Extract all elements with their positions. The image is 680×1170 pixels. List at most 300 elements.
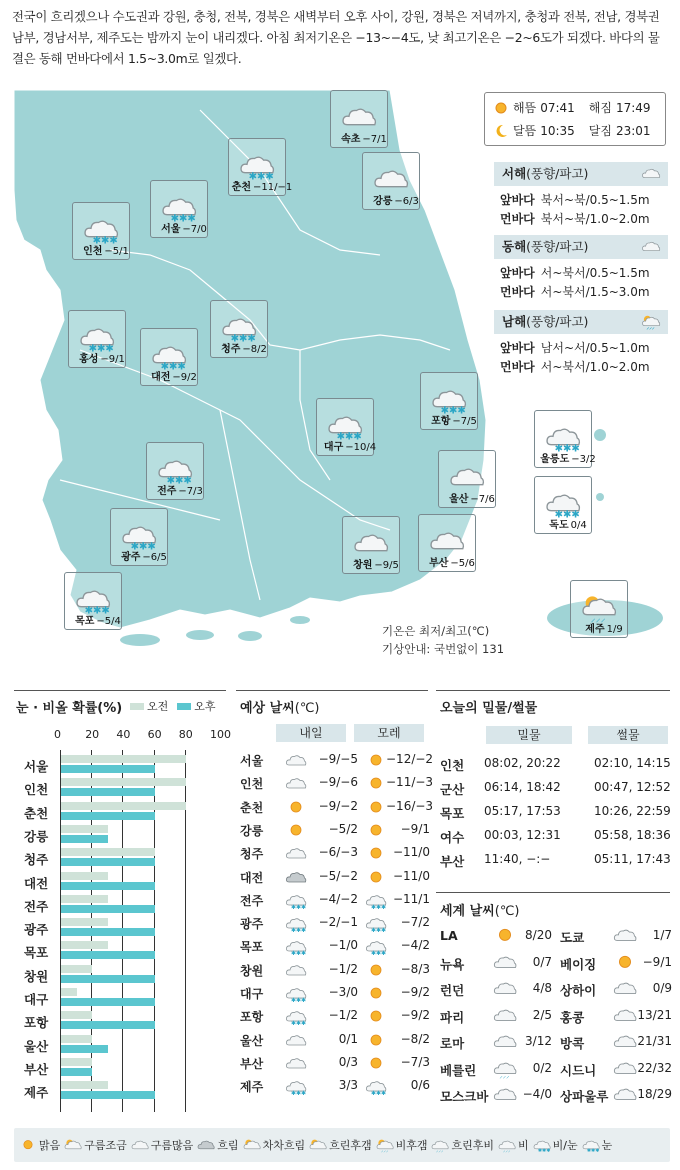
sunrise-label: 해뜸: [513, 101, 537, 115]
svg-text:✱✱✱: ✱✱✱: [130, 541, 156, 551]
sun-icon: [612, 953, 638, 973]
world-city: 모스크바: [440, 1089, 489, 1104]
prob-city-name: 인천: [24, 782, 49, 798]
city-name: 강릉: [373, 196, 393, 207]
city-box: [228, 138, 293, 196]
forecast-city: 대구: [240, 987, 264, 1001]
forecast-title-text: 예상 날씨: [240, 701, 295, 716]
svg-text:✱✱✱: ✱✱✱: [291, 950, 307, 957]
world-city-row: [440, 1008, 552, 1030]
forecast-icon-dayafter: [364, 822, 388, 843]
prob-city-name: 서울: [24, 759, 49, 774]
legend-item: [196, 1137, 238, 1153]
svg-text:✱✱✱: ✱✱✱: [88, 343, 114, 353]
svg-text:⸝⸝⸝: ⸝⸝⸝: [646, 325, 655, 330]
snow-icon: [74, 585, 112, 615]
forecast-city: 광주: [240, 917, 264, 932]
sun-icon: [364, 822, 388, 840]
sea-row: [494, 191, 668, 210]
world-icon: [612, 1059, 638, 1082]
city-name: 부산: [429, 558, 449, 569]
prob-bar-am: [61, 941, 108, 949]
snow-icon: [150, 341, 188, 371]
city-box: [68, 310, 126, 368]
city-temp: −3/2: [571, 454, 596, 465]
cloud-icon: [352, 529, 390, 559]
prob-city-name: 전주: [24, 898, 49, 914]
sun-icon: [493, 100, 509, 116]
moonset-label: 달짐: [588, 124, 612, 138]
sun-cloud-icon: [308, 1138, 328, 1153]
tide-ebb: 02:10, 14:15: [594, 756, 671, 770]
legend-item: [18, 1137, 60, 1153]
city-box: [72, 202, 130, 260]
forecast-icon-dayafter: [364, 869, 388, 890]
cloud-icon: [284, 775, 308, 793]
world-city: 뉴욕: [440, 956, 465, 972]
svg-text:✱✱✱: ✱✱✱: [230, 333, 256, 343]
legend-label: 흐림: [217, 1139, 239, 1152]
divider: [436, 690, 670, 691]
prob-bar-pm: [61, 788, 155, 796]
forecast-city: 춘천: [240, 800, 264, 815]
forecast-city: 인천: [240, 777, 264, 792]
forecast-temp-dayafter: −16/−3: [386, 798, 434, 813]
forecast-row: [240, 845, 430, 865]
sea-row-value: 남서~서/0.5~1.0m: [540, 341, 650, 355]
sun-icon: [364, 752, 388, 770]
city-label: [101, 548, 187, 563]
forecast-icon-tomorrow: [284, 752, 308, 773]
prob-city-name: 창원: [24, 968, 49, 984]
svg-text:⸝⸝⸝: ⸝⸝⸝: [499, 1071, 510, 1079]
world-city-row: [560, 928, 672, 950]
world-city-row: [560, 1061, 672, 1083]
forecast-icon-tomorrow: [284, 845, 308, 866]
svg-text:✱✱✱: ✱✱✱: [170, 213, 196, 223]
prob-bar-pm: [61, 835, 108, 843]
world-temp: 21/31: [637, 1034, 672, 1048]
world-icon: [492, 1085, 518, 1108]
forecast-row: [240, 869, 430, 889]
tide-flood: 00:03, 12:31: [484, 828, 561, 842]
legend-item: [430, 1137, 494, 1153]
sea-row: [494, 264, 668, 283]
svg-text:⸝⸝⸝: ⸝⸝⸝: [436, 1147, 444, 1153]
city-name: 인천: [83, 246, 103, 257]
world-city-row: [560, 1034, 672, 1056]
snow-icon: [284, 915, 308, 933]
forecast-temp-tomorrow: −1/2: [328, 961, 358, 976]
city-label: [137, 482, 223, 497]
prob-bar-am: [61, 1035, 92, 1043]
forecast-icon-dayafter: [364, 845, 388, 866]
sun-icon: [364, 775, 388, 793]
world-temp: 0/7: [532, 954, 552, 969]
city-label: [561, 620, 647, 635]
forecast-temp-dayafter: −7/2: [400, 915, 430, 930]
forecast-icon-tomorrow: [284, 1032, 308, 1053]
prob-tick-label: 20: [85, 728, 100, 741]
tide-title: 오늘의 밀물/썰물: [440, 701, 538, 716]
moonrise-label: 달뜸: [513, 124, 537, 138]
footnote-temp-unit: 기온은 최저/최고(℃): [382, 624, 490, 638]
city-box: [330, 90, 388, 148]
svg-text:✱✱✱: ✱✱✱: [166, 475, 192, 485]
forecast-icon-tomorrow: [284, 822, 308, 843]
forecast-icon-dayafter: [364, 1032, 388, 1053]
forecast-icon-dayafter: [364, 799, 388, 820]
snow-icon: [364, 892, 388, 910]
prob-bar-am: [61, 755, 186, 763]
tide-ebb: 05:58, 18:36: [594, 828, 671, 842]
tide-ebb: 05:11, 17:43: [594, 852, 671, 866]
forecast-temp-dayafter: −8/2: [400, 1031, 430, 1046]
city-label: [141, 220, 227, 235]
prob-bar-am: [61, 1081, 108, 1089]
snow-icon: [160, 193, 198, 223]
forecast-icon-dayafter: [364, 1078, 388, 1099]
forecast-temp-dayafter: −9/2: [400, 985, 430, 999]
sea-row: [494, 358, 668, 377]
svg-text:✱✱✱: ✱✱✱: [84, 605, 110, 615]
forecast-city: 제주: [240, 1080, 264, 1095]
forecast-temp-tomorrow: −4/−2: [318, 891, 358, 906]
legend-item: [242, 1137, 306, 1153]
world-city: LA: [440, 928, 458, 943]
snow-icon: [284, 1078, 308, 1096]
forecast-title: [240, 697, 320, 716]
forecast-city: 포항: [240, 1010, 264, 1025]
svg-text:✱✱✱: ✱✱✱: [371, 950, 387, 957]
tide-port: 인천: [440, 758, 465, 773]
world-icon: [492, 1032, 518, 1055]
prob-bar-pm: [61, 928, 155, 936]
svg-text:✱✱✱: ✱✱✱: [371, 1090, 387, 1097]
sun-cloud-rain-icon: [580, 593, 618, 623]
forecast-temp-dayafter: −7/3: [400, 1054, 430, 1069]
sea-sub: (풍향/파고): [526, 314, 589, 329]
cloud-icon: [612, 1006, 638, 1026]
forecast-temp-tomorrow: 3/3: [338, 1078, 358, 1093]
forecast-city: 대전: [240, 870, 264, 885]
svg-text:⸝⸝⸝: ⸝⸝⸝: [380, 1147, 388, 1153]
sea-row-label: 먼바다: [500, 285, 535, 299]
city-temp: 0/4: [570, 520, 587, 531]
city-name: 울산: [449, 494, 469, 505]
sunset-time: 17:49: [615, 100, 651, 115]
forecast-city: 전주: [240, 893, 264, 908]
world-temp: 2/5: [532, 1007, 552, 1022]
city-temp: −7/1: [362, 134, 387, 145]
tide-port: 군산: [440, 782, 465, 797]
city-label: [409, 554, 495, 569]
forecast-icon-tomorrow: [284, 869, 308, 890]
city-box: [146, 442, 204, 500]
world-icon: [492, 1059, 518, 1082]
world-city-row: [560, 981, 672, 1003]
rain-icon: [497, 1138, 517, 1153]
sea-head: [494, 235, 668, 259]
forecast-row: [240, 915, 430, 935]
prob-bar-am: [61, 1058, 92, 1066]
forecast-city: 청주: [240, 847, 264, 862]
snow-icon: [82, 215, 120, 245]
prob-bar-am: [61, 988, 77, 996]
city-temp: −7/6: [470, 494, 495, 505]
forecast-temp-tomorrow: −1/0: [328, 938, 358, 953]
world-city-row: [560, 1008, 672, 1030]
forecast-icon-tomorrow: [284, 915, 308, 936]
city-box: [316, 398, 377, 456]
world-temp: 8/20: [525, 928, 552, 942]
snow-icon: [284, 985, 308, 1003]
city-name: 창원: [353, 560, 373, 571]
svg-text:✱✱✱: ✱✱✱: [92, 235, 118, 245]
world-title: [440, 900, 520, 919]
city-temp: −7/5: [452, 416, 477, 427]
city-name: 춘천: [231, 182, 252, 193]
probability-legend: [130, 698, 216, 714]
sea-panel: [494, 310, 668, 377]
sun-cloud-rain-icon: [375, 1138, 395, 1153]
tide-ebb: 10:26, 22:59: [594, 804, 671, 818]
city-label: [131, 368, 217, 383]
snow-icon: [120, 521, 158, 551]
city-name: 속초: [341, 134, 361, 145]
cloud-icon: [284, 1055, 308, 1073]
prob-bar-pm: [61, 858, 155, 866]
cloud-icon: [340, 103, 378, 133]
city-name: 홍성: [79, 354, 99, 365]
world-city: 파리: [440, 1009, 465, 1025]
prob-tick-label: 60: [147, 728, 162, 741]
pm-swatch: [177, 703, 191, 710]
city-box: [342, 516, 400, 574]
sea-row-label: 먼바다: [500, 212, 535, 226]
sun-icon: [364, 845, 388, 863]
sun-cloud-icon: [63, 1138, 83, 1153]
forecast-icon-tomorrow: [284, 1055, 308, 1076]
city-box: [418, 514, 476, 572]
forecast-temp-tomorrow: −2/−1: [318, 915, 358, 930]
sea-name: 동해: [502, 239, 527, 254]
forecast-temp-tomorrow: −5/2: [328, 821, 358, 836]
forecast-row: [240, 1008, 430, 1028]
city-name: 울릉도: [540, 454, 570, 465]
svg-text:✱✱✱: ✱✱✱: [537, 1147, 551, 1153]
forecast-icon-tomorrow: [284, 938, 308, 959]
svg-text:✱✱✱: ✱✱✱: [248, 171, 274, 181]
sun-icon: [364, 869, 388, 887]
city-box: [534, 476, 592, 534]
sea-row-label: 앞바다: [500, 341, 535, 355]
svg-text:✱✱✱: ✱✱✱: [336, 431, 362, 441]
snow-icon: [544, 423, 582, 453]
legend-label: 눈: [601, 1139, 613, 1152]
sea-panel: [494, 235, 668, 302]
snow-icon: [364, 938, 388, 956]
forecast-icon-tomorrow: [284, 962, 308, 983]
tide-port: 부산: [440, 854, 465, 869]
tide-col-flood: 밀물: [486, 726, 572, 744]
prob-bar-pm: [61, 812, 155, 820]
world-city-row: [440, 928, 552, 950]
cloud-icon: [492, 953, 518, 973]
svg-text:✱✱✱: ✱✱✱: [160, 361, 186, 371]
sun-icon: [492, 926, 518, 946]
korea-weather-map: [0, 80, 680, 680]
prob-bar-pm: [61, 1021, 155, 1029]
svg-text:✱✱✱: ✱✱✱: [554, 509, 580, 519]
forecast-temp-tomorrow: 0/3: [338, 1054, 358, 1069]
cloud-icon: [130, 1138, 150, 1153]
forecast-city: 울산: [240, 1033, 264, 1048]
world-temp: 13/21: [637, 1007, 672, 1022]
forecast-city: 서울: [240, 754, 264, 768]
prob-city-name: 목포: [24, 945, 49, 961]
city-temp: −5/4: [96, 616, 121, 627]
legend-label: 구름조금: [84, 1139, 127, 1152]
forecast-temp-dayafter: −11/1: [392, 891, 430, 906]
prob-bar-pm: [61, 951, 155, 959]
forecast-temp-tomorrow: −6/−3: [318, 845, 358, 860]
forecast-row: [240, 938, 430, 958]
city-box: [570, 580, 628, 638]
cloud-icon: [284, 752, 308, 770]
tide-col-ebb: 썰물: [588, 726, 668, 744]
legend-item: [375, 1137, 428, 1153]
city-temp: −7/3: [178, 486, 203, 497]
sun-icon: [364, 1055, 388, 1073]
forecast-city: 강릉: [240, 823, 264, 838]
forecast-icon-tomorrow: [284, 1078, 308, 1099]
tide-row: [440, 852, 672, 874]
world-city-row: [440, 955, 552, 977]
forecast-icon-dayafter: [364, 985, 388, 1006]
prob-city-name: 제주: [24, 1085, 49, 1101]
rain-icon: [430, 1138, 450, 1153]
city-box: [534, 410, 596, 468]
cloud-icon: [492, 979, 518, 999]
forecast-temp-tomorrow: −1/2: [328, 1008, 358, 1023]
tide-row: [440, 756, 672, 778]
forecast-icon-dayafter: [364, 752, 388, 773]
legend-item: [130, 1137, 194, 1153]
city-name: 광주: [121, 552, 141, 563]
tide-flood: 08:02, 20:22: [484, 756, 561, 770]
city-label: [353, 192, 439, 207]
legend-item: [497, 1137, 529, 1153]
city-temp: −9/5: [374, 560, 399, 571]
cloud-icon: [284, 1032, 308, 1050]
snow-icon: [544, 489, 582, 519]
world-city: 방콕: [560, 1036, 585, 1051]
svg-text:✱✱✱: ✱✱✱: [291, 903, 307, 910]
forecast-icon-dayafter: [364, 1055, 388, 1076]
world-city: 베이징: [560, 956, 597, 972]
prob-bar-am: [61, 778, 186, 786]
city-temp: −9/1: [100, 354, 125, 365]
svg-text:✱✱✱: ✱✱✱: [440, 405, 466, 415]
city-temp: −9/2: [172, 372, 197, 383]
world-icon: [492, 1006, 518, 1029]
forecast-summary: 전국이 흐리겠으나 수도권과 강원, 충청, 전북, 경북은 새벽부터 오후 사이, 강원, 경북은 저녁까지, 충청과 전북, 전남, 경북권남부, 경남서부, 제주도는 밤까지 눈이 내리겠다. 아침 최저기온은 −13~−4도, 낮 최고기온은 −2~6도가 되겠다. 바다의 물결은 동해 먼바다에서 1.5~3.0m로 일겠다.: [12, 9, 660, 66]
prob-bar-pm: [61, 998, 155, 1006]
prob-city-name: 청주: [24, 852, 49, 868]
cloud-icon: [492, 1085, 518, 1105]
city-name: 전주: [157, 486, 177, 497]
city-name: 목포: [75, 616, 95, 627]
cloud-icon: [612, 979, 638, 999]
snow-icon: [364, 1078, 388, 1096]
tide-flood: 05:17, 17:53: [484, 804, 561, 818]
cloud-icon: [612, 926, 638, 946]
cloud-icon: [448, 463, 486, 493]
city-box: [420, 372, 478, 430]
legend-label: 맑음: [39, 1139, 61, 1152]
sun-cloud-rain-icon: [640, 314, 662, 330]
svg-text:✱✱✱: ✱✱✱: [291, 1090, 307, 1097]
legend-label: 비: [518, 1139, 529, 1152]
city-label: [333, 556, 419, 571]
am-swatch: [130, 703, 144, 710]
snow-icon: [220, 313, 258, 343]
city-name: 청주: [221, 344, 241, 355]
forecast-icon-tomorrow: [284, 985, 308, 1006]
world-title-text: 세계 날씨: [440, 904, 495, 919]
prob-tick-label: 80: [178, 728, 193, 741]
city-name: 대전: [151, 372, 171, 383]
cloud-icon: [612, 1085, 638, 1105]
forecast-temp-dayafter: −9/1: [400, 821, 430, 836]
world-temp: 0/2: [532, 1060, 552, 1075]
world-city: 베를린: [440, 1062, 477, 1078]
forecast-icon-dayafter: [364, 915, 388, 936]
forecast-temp-dayafter: −4/2: [400, 938, 430, 953]
forecast-row: [240, 1032, 430, 1052]
legend-label: 흐린후비: [451, 1139, 494, 1152]
forecast-row: [240, 752, 434, 772]
world-icon: [612, 979, 638, 1002]
sun-icon: [18, 1138, 38, 1153]
forecast-unit: (℃): [294, 701, 320, 716]
prob-bar-am: [61, 965, 92, 973]
world-icon: [612, 1085, 638, 1108]
world-temp: 3/12: [525, 1034, 552, 1048]
legend-label: 구름많음: [150, 1139, 194, 1152]
forecast-icon-tomorrow: [284, 1008, 308, 1029]
cloud-icon: [492, 1032, 518, 1052]
prob-bar-pm: [61, 1091, 155, 1099]
cloud-icon: [612, 1059, 638, 1079]
world-city: 홍콩: [560, 1009, 585, 1025]
prob-city-name: 울산: [24, 1038, 49, 1054]
world-city: 로마: [440, 1036, 465, 1051]
sea-name: 서해: [502, 166, 527, 181]
city-box: [64, 572, 122, 630]
forecast-temp-dayafter: 0/6: [410, 1078, 430, 1093]
tide-flood: 11:40, −:−: [484, 852, 551, 866]
city-temp: −6/3: [394, 196, 419, 207]
icon-legend: [14, 1128, 670, 1162]
world-icon: [492, 979, 518, 1002]
prob-bar-am: [61, 895, 108, 903]
world-icon: [492, 926, 518, 949]
city-temp: −5/1: [104, 246, 129, 257]
cloud-icon: [612, 1032, 638, 1052]
legend-item: [532, 1137, 578, 1153]
